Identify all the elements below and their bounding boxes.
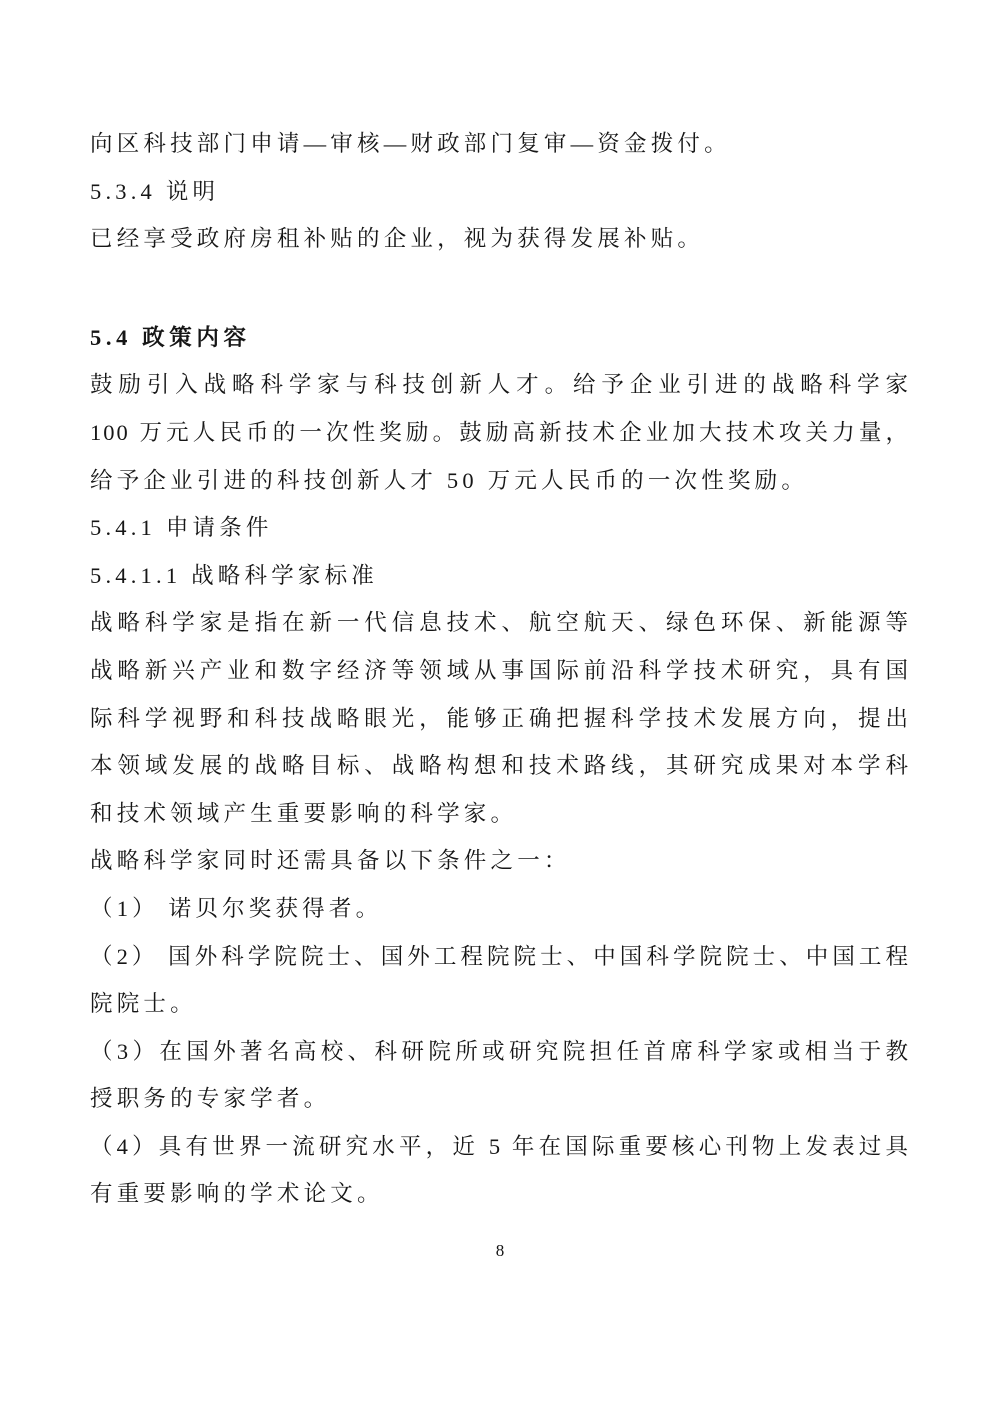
text-line: 战略科学家是指在新一代信息技术、航空航天、绿色环保、新能源等 — [90, 610, 910, 636]
text-line: 5.4.1.1 战略科学家标准 — [90, 562, 379, 588]
text-line: 授职务的专家学者。 — [90, 1086, 331, 1112]
text-line: 和技术领域产生重要影响的科学家。 — [90, 800, 518, 826]
text-line: 5.3.4 说明 — [90, 178, 220, 204]
text-line: 鼓励引入战略科学家与科技创新人才。给予企业引进的战略科学家 — [90, 372, 910, 398]
text-line: 给予企业引进的科技创新人才 50 万元人民币的一次性奖励。 — [90, 467, 809, 493]
text-line: 已经享受政府房租补贴的企业，视为获得发展补贴。 — [90, 226, 705, 252]
text-line: （3）在国外著名高校、科研院所或研究院担任首席科学家或相当于教 — [90, 1038, 910, 1064]
text-line: 5.4.1 申请条件 — [90, 515, 273, 541]
text-line: 战略新兴产业和数字经济等领域从事国际前沿科学技术研究，具有国 — [90, 657, 910, 683]
text-line: 100 万元人民币的一次性奖励。鼓励高新技术企业加大技术攻关力量， — [90, 419, 910, 445]
text-line: （4）具有世界一流研究水平，近 5 年在国际重要核心刊物上发表过具 — [90, 1133, 910, 1159]
section-heading: 5.4 政策内容 — [90, 324, 251, 350]
text-line: 院院士。 — [90, 991, 197, 1017]
text-line: 本领域发展的战略目标、战略构想和技术路线，其研究成果对本学科 — [90, 753, 910, 779]
text-line: 向区科技部门申请—审核—财政部门复审—资金拨付。 — [90, 131, 731, 156]
text-line: （1） 诺贝尔奖获得者。 — [90, 895, 383, 921]
page-footer — [90, 1236, 910, 1266]
text-line: （2） 国外科学院院士、国外工程院院士、中国科学院院士、中国工程 — [90, 943, 910, 969]
text-line: 战略科学家同时还需具备以下条件之一： — [90, 848, 571, 874]
text-line: 际科学视野和科技战略眼光，能够正确把握科学技术发展方向，提出 — [90, 705, 910, 731]
text-line: 有重要影响的学术论文。 — [90, 1181, 384, 1207]
page-number: 8 — [495, 1241, 505, 1261]
